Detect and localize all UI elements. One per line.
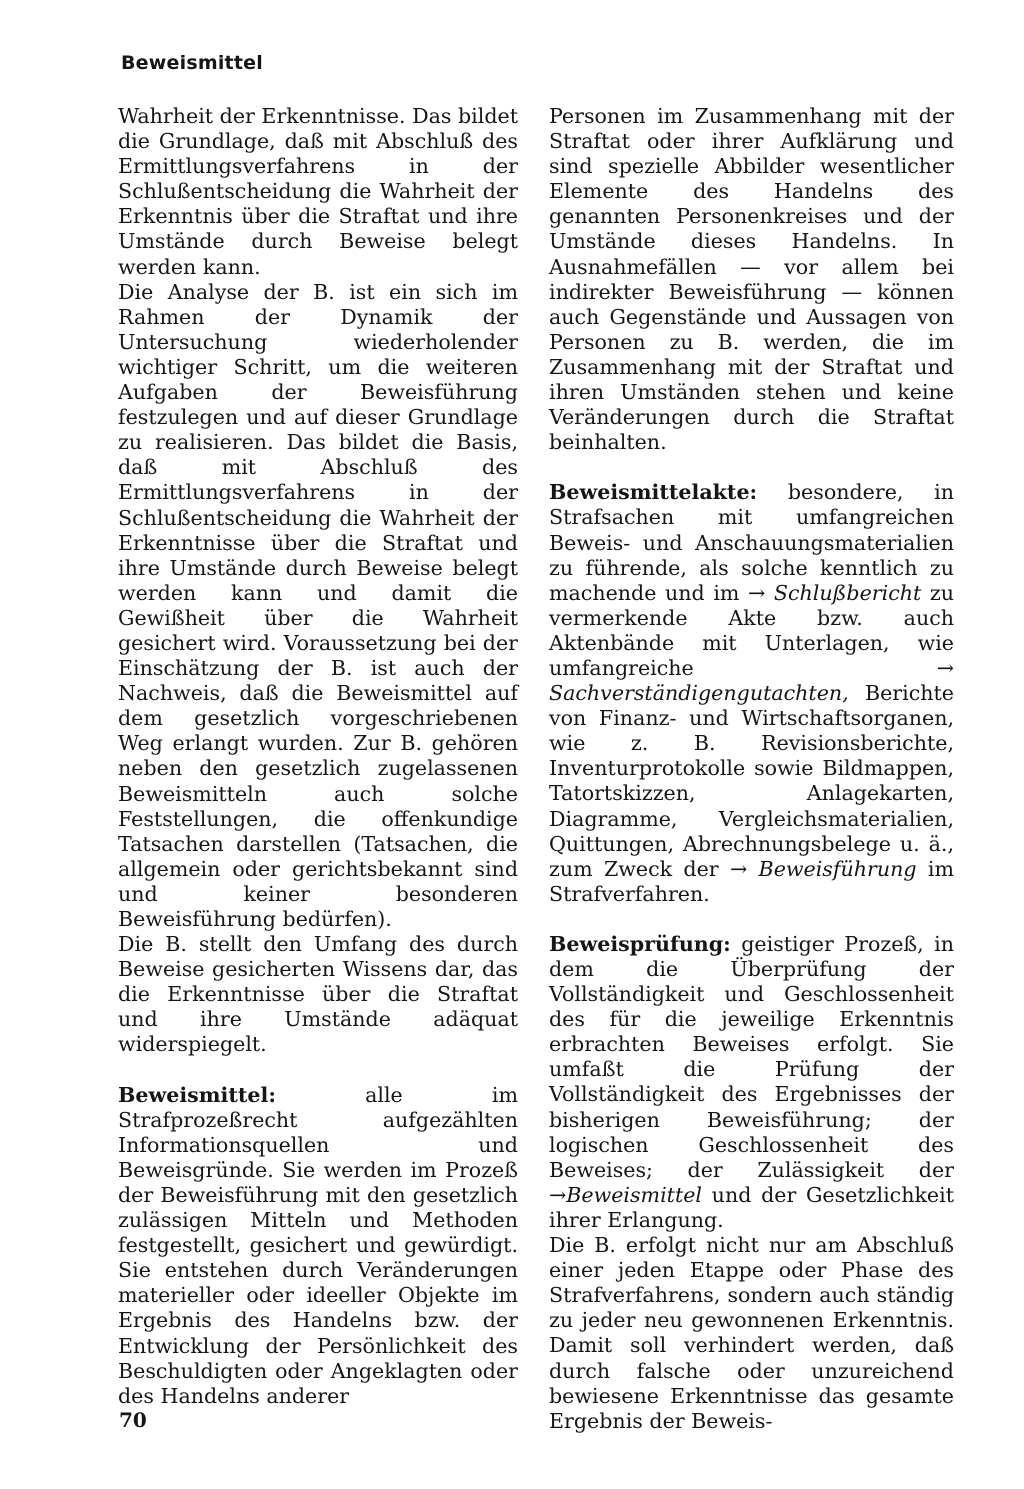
- cross-reference-arrow-icon: →: [936, 655, 954, 680]
- headword-beweispruefung: Beweisprüfung:: [549, 931, 731, 956]
- entry-akte-text-4: im Strafverfahren.: [549, 856, 954, 906]
- paragraph-personen: Personen im Zusammenhang mit der Straftat oder ihrer Aufklärung und sind spezielle Abbilder wesentlicher Elemente des Handelns des genannten Personenkreises und der Umstände dieses Handelns. In Ausnahmefällen — vor allem bei indirekter Beweisführung — können auch Gegenstände und Aussagen von Personen zu B. werden, die im Zusammenhang mit der Straftat und ihren Umständen stehen und keine Veränderungen durch die Straftat beinhalten.: [549, 104, 954, 455]
- cross-reference-schlussbericht[interactable]: Schlußbericht: [765, 580, 922, 605]
- headword-beweismittelakte: Beweismittelakte:: [549, 480, 758, 505]
- page-number: 70: [119, 1408, 147, 1432]
- entry-beweismittelakte: [549, 480, 954, 907]
- cross-reference-beweisfuehrung[interactable]: Beweisführung: [747, 856, 917, 881]
- cross-reference-arrow-icon: →: [549, 1182, 567, 1207]
- cross-reference-beweismittel[interactable]: Beweismittel: [566, 1182, 702, 1207]
- cross-reference-arrow-icon: →: [748, 580, 766, 605]
- paragraph-analyse: Die Analyse der B. ist ein sich im Rahmen der Dynamik der Untersuchung wiederholender wichtiger Schritt, um die weiteren Aufgaben der Beweisführung festzulegen und auf dieser Grundlage zu realisieren. Das bildet die Basis, daß mit Abschluß des Ermittlungsverfahrens in der Schlußentscheidung die Wahrheit der Erkenntnisse über die Straftat und ihre Umstände durch Beweise belegt werden kann und damit die Gewißheit über die Wahrheit gesichert wird. Voraussetzung bei der Einschätzung der B. ist auch der Nachweis, daß die Beweismittel auf dem gesetzlich vorgeschriebenen Weg erlangt wurden. Zur B. gehören neben den gesetzlich zugelassenen Beweismitteln auch solche Feststellungen, die offenkundige Tatsachen darstellen (Tatsachen, die allgemein oder gerichtsbekannt sind und keiner besonderen Beweisführung bedürfen).: [118, 279, 518, 931]
- headword-beweismittel: Beweismittel:: [118, 1082, 276, 1107]
- paragraph-abschluss: Die B. erfolgt nicht nur am Abschluß einer jeden Etappe oder Phase des Strafverfahrens, sondern auch ständig zu jeder neu gewonnenen Erkenntnis. Damit soll verhindert werden, daß durch falsche oder unzureichend bewiesene Erkenntnisse das gesamte Ergebnis der Beweis-: [549, 1233, 954, 1433]
- paragraph-wahrheit: Wahrheit der Erkenntnisse. Das bildet die Grundlage, daß mit Abschluß des Ermittlungsverfahrens in der Schlußentscheidung die Wahrheit der Erkenntnis über die Straftat und ihre Umstände durch Beweise belegt werden kann.: [118, 104, 518, 279]
- entry-akte-text-2: zu vermerkende Akte bzw. auch Aktenbände mit Unterlagen, wie umfangreiche: [549, 580, 954, 680]
- left-column: [118, 104, 518, 1409]
- cross-reference-arrow-icon: →: [729, 856, 748, 881]
- entry-beweispruefung: [549, 932, 954, 1233]
- entry-beweismittel-text: alle im Strafprozeßrecht aufgezählten Informationsquellen und Beweisgründe. Sie werden im Prozeß der Beweisführung mit den gesetzlich zulässigen Mitteln und Methoden festgestellt, gesichert und gewürdigt. Sie entstehen durch Veränderungen materieller oder ideeller Objekte im Ergebnis des Handelns bzw. der Entwicklung der Persönlichkeit des Beschuldigten oder Angeklagten oder des Handelns anderer: [118, 1082, 518, 1408]
- entry-akte-text-1: besondere, in Strafsachen mit umfangreichen Beweis- und Anschauungsmaterialien zu führende, als solche kenntlich zu machende und im: [549, 480, 954, 605]
- paragraph-umfang: Die B. stellt den Umfang des durch Beweise gesicherten Wissens dar, das die Erkenntnisse über die Straftat und ihre Umstände adäquat widerspiegelt.: [118, 932, 518, 1057]
- entry-beweismittel: [118, 1083, 518, 1409]
- entry-pruefung-text-2: und der Gesetzlichkeit ihrer Erlangung.: [549, 1182, 954, 1232]
- right-column: [549, 104, 954, 1434]
- cross-reference-sachverstaendigengutachten[interactable]: Sachverständigengutachten,: [549, 681, 849, 706]
- running-head: Beweismittel: [121, 52, 263, 74]
- entry-pruefung-text-1: geistiger Prozeß, in dem die Überprüfung der Vollständigkeit und Geschlossenheit des für die jeweilige Erkenntnis erbrachten Beweises erfolgt. Sie umfaßt die Prüfung der Vollständigkeit des Ergebnisses der bisherigen Beweisführung; der logischen Geschlossenheit des Beweises; der Zulässigkeit der: [549, 931, 954, 1182]
- entry-akte-text-3: Berichte von Finanz- und Wirtschaftsorganen, wie z. B. Revisionsberichte, Inventurprotokolle sowie Bildmappen, Tatortskizzen, Anlagekarten, Diagramme, Vergleichsmaterialien, Quittungen, Abrechnungsbelege u. ä., zum Zweck der: [549, 681, 954, 881]
